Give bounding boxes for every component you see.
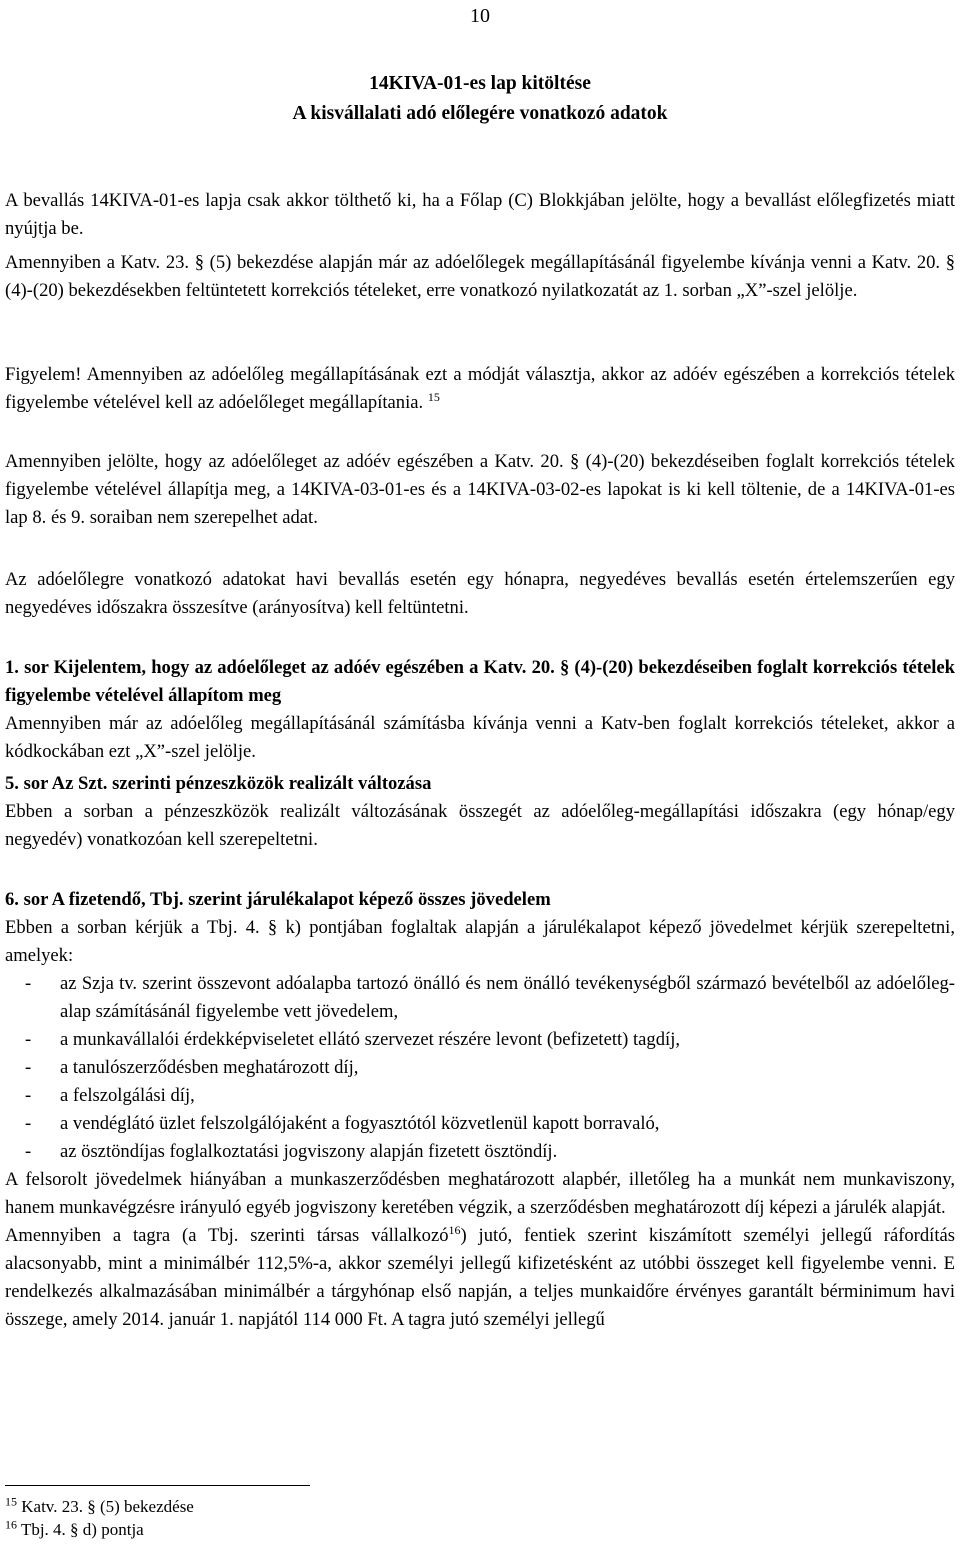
list-item	[5, 1026, 955, 1054]
footnote-ref-15: 15	[427, 389, 440, 404]
sor6-heading-prefix: 6. sor A fizetendő, Tbj.	[5, 889, 184, 910]
footnote-ref-16: 16	[448, 1222, 461, 1237]
list-item-text: az Szja tv. szerint összevont adóalapba tartozó önálló és nem önálló tevékenységből származó bevételből az adóelőleg-alap számításánál figyelembe vett jövedelem,	[60, 973, 955, 1022]
list-dash: -	[25, 1057, 32, 1078]
list-dash: -	[25, 1085, 32, 1106]
sor6-heading-rest: szerint járulékalapot képező összes jövedelem	[183, 889, 551, 910]
page-number: 10	[470, 5, 490, 27]
list-item-text: a vendéglátó üzlet felszolgálójaként a fogyasztótól közvetlenül kapott borravaló,	[60, 1113, 660, 1134]
tagra-text-b: ) jutó, fentiek szerint kiszámított személyi jellegű ráfordítás alacsonyabb, mint a minimálbér 112,5%-a, akkor személyi jellegű kifizetésként az utóbbi összeget kell figyelembe venni. E rendelkezés alkalmazásában minimálbér a tárgyhónap első napján, a teljes munkaidőre érvényes garantált bérminimum havi összege, amely 2014. január 1. napjától 114 000 Ft. A tagra jutó személyi jellegű	[5, 1225, 955, 1330]
list-item-text: a tanulószerződésben meghatározott díj,	[60, 1057, 359, 1078]
list-dash: -	[25, 1029, 32, 1050]
list-item	[5, 970, 955, 1026]
list-item-text: a felszolgálási díj,	[60, 1085, 195, 1106]
jelolte-paragraph: Amennyiben jelölte, hogy az adóelőleget az adóév egészében a Katv. 20. § (4)-(20) bekezdéseiben foglalt korrekciós tételek figyelembe vételével állapítja meg, a 14KIVA-03-01-es és a 14KIVA-03-02-es lapokat is ki kell töltenie, de a 14KIVA-01-es lap 8. és 9. soraiban nem szerepelhet adat.	[5, 451, 955, 528]
sor1-heading: 1. sor Kijelentem, hogy az adóelőleget az adóév egészében a Katv. 20. § (4)-(20) bekezdéseiben foglalt korrekciós tételek figyelembe vételével állapítom meg	[5, 657, 955, 706]
tagra-paragraph	[5, 1222, 955, 1334]
list-item	[5, 1110, 955, 1138]
list-item-text: az ösztöndíjas foglalkoztatási jogviszony alapján fizetett ösztöndíj.	[60, 1141, 558, 1162]
page-title: 14KIVA-01-es lap kitöltése	[369, 73, 591, 94]
list-dash: -	[25, 1141, 32, 1162]
katv-paragraph: Amennyiben a Katv. 23. § (5) bekezdése alapján már az adóelőlegek megállapításánál figyelembe kívánja venni a Katv. 20. § (4)-(20) bekezdésekben feltüntetett korrekciós tételeket, erre vonatkozó nyilatkozatát az 1. sorban „X”-szel jelölje.	[5, 252, 955, 301]
footnote-16	[5, 1519, 144, 1541]
sor1-text: Amennyiben már az adóelőleg megállapításánál számításba kívánja venni a Katv-ben foglalt korrekciós tételeket, akkor a kódkockában ezt „X”-szel jelölje.	[5, 713, 955, 762]
tagra-text-a: Amennyiben a tagra (a Tbj. szerinti társas vállalkozó	[5, 1225, 449, 1246]
list-item	[5, 1054, 955, 1082]
havi-paragraph: Az adóelőlegre vonatkozó adatokat havi bevallás esetén egy hónapra, negyedéves bevallás esetén értelemszerűen egy negyedéves időszakra összesítve (arányosítva) kell feltüntetni.	[5, 569, 955, 618]
list-item	[5, 1138, 955, 1166]
footnote-separator	[5, 1485, 310, 1486]
footnote-text: Tbj. 4. § d) pontja	[20, 1520, 144, 1539]
sor5-heading-prefix: 5. sor Az Szt.	[5, 773, 108, 794]
footnote-number: 16	[5, 1517, 17, 1532]
list-dash: -	[25, 1113, 32, 1134]
list-dash: -	[25, 973, 32, 994]
page-subtitle: A kisvállalati adó előlegére vonatkozó adatok	[292, 103, 668, 124]
intro-paragraph: A bevallás 14KIVA-01-es lapja csak akkor tölthető ki, ha a Főlap (C) Blokkjában jelölte, hogy a bevallást előlegfizetés miatt nyújtja be.	[5, 190, 955, 239]
list-item	[5, 1082, 955, 1110]
sor5-heading-rest: szerinti pénzeszközök realizált változása	[107, 773, 432, 794]
sor6-text: Ebben a sorban kérjük a Tbj. 4. § k) pontjában foglaltak alapján a járulékalapot képező jövedelmet kérjük szerepeltetni, amelyek:	[5, 917, 955, 966]
footnote-15	[5, 1496, 194, 1518]
footnote-number: 15	[5, 1494, 17, 1509]
sor6-heading	[5, 886, 955, 914]
sor5-text: Ebben a sorban a pénzeszközök realizált változásának összegét az adóelőleg-megállapítási időszakra (egy hónap/egy negyedév) vonatkozóan kell szerepeltetni.	[5, 801, 955, 850]
sor5-heading	[5, 770, 955, 798]
income-list	[5, 970, 955, 1166]
footnote-text: Katv. 23. § (5) bekezdése	[21, 1497, 194, 1516]
warning-text: Figyelem! Amennyiben az adóelőleg megállapításának ezt a módját választja, akkor az adóév egészében a korrekciós tételek figyelembe vételével kell az adóelőleget megállapítania.	[5, 364, 955, 413]
list-item-text: a munkavállalói érdekképviseletet ellátó szervezet részére levont (befizetett) tagdíj,	[60, 1029, 681, 1050]
warning-paragraph	[5, 361, 955, 417]
felsorolt-paragraph: A felsorolt jövedelmek hiányában a munkaszerződésben meghatározott alapbér, illetőleg ha a munkát nem munkaviszony, hanem munkavégzésre irányuló egyéb jogviszony keretében végzik, a szerződésben meghatározott díj képezi a járulék alapját.	[5, 1169, 955, 1218]
